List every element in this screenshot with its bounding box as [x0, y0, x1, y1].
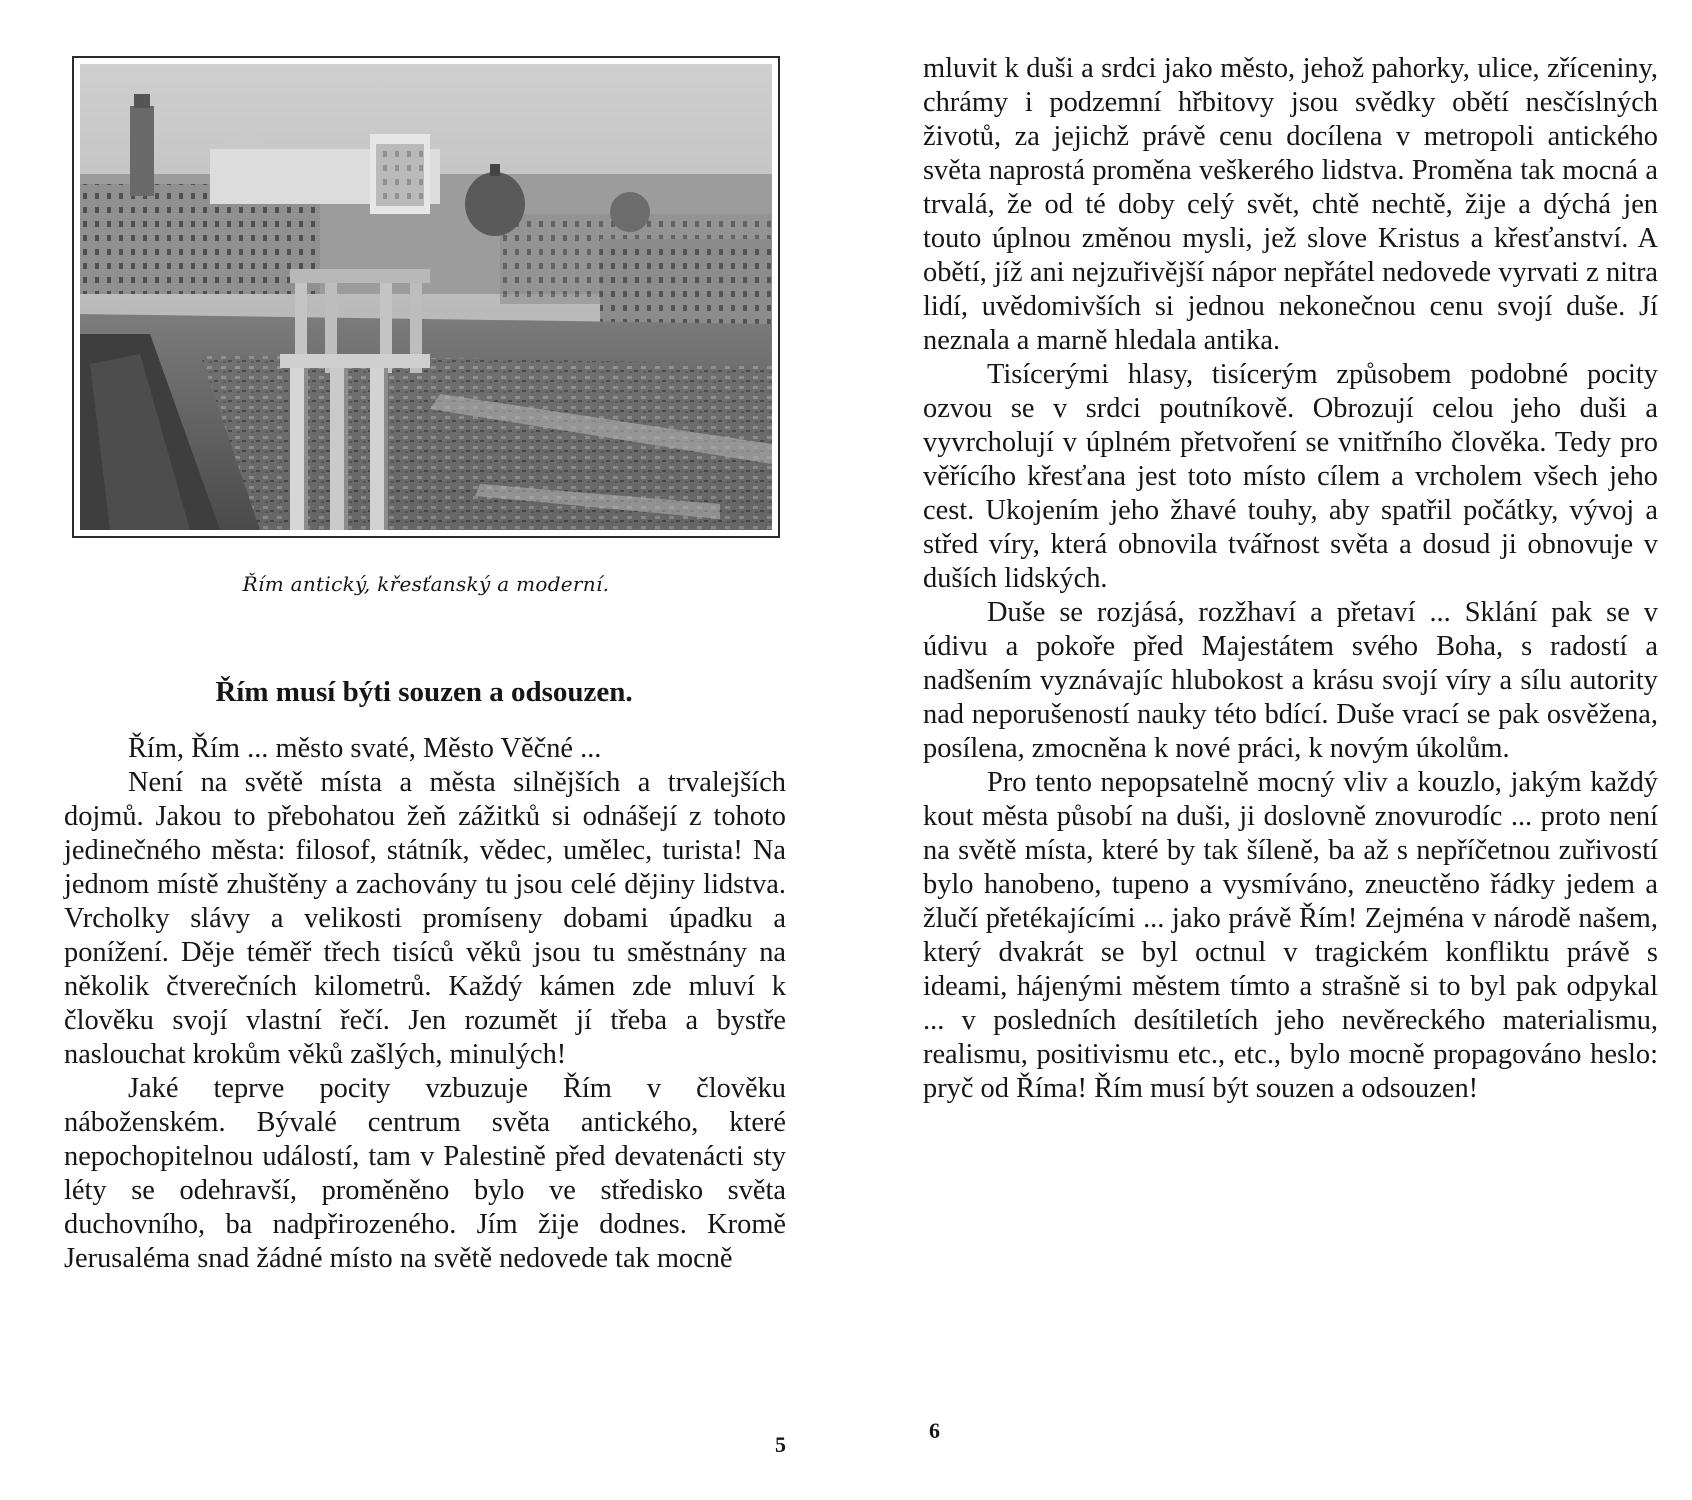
rome-forum-photo [80, 64, 772, 530]
photograph-rome-forum [72, 56, 780, 538]
paragraph: Jaké teprve pocity vzbuzuje Řím v člověku náboženském. Bývalé centrum světa antického, které nepochopitelnou událostí, tam v Palestině před devatenácti sty léty se odehravší, proměněno bylo ve středisko světa duchovního, ba nadpřirozeného. Jím žije dodnes. Kromě Jerusaléma snad žádné místo na světě nedovede tak mocně [64, 1073, 786, 1274]
paragraph: Není na světě místa a města silnějších a trvalejších dojmů. Jakou to přebohatou žeň zážitků si odnášejí z tohoto jedinečného města: filosof, státník, vědec, umělec, turista! Na jednom místě zhuštěny a zachovány tu jsou celé dějiny lidstva. Vrcholky slávy a velikosti promíseny dobami úpadku a ponížení. Děje téměř třech tisíců věků jsou tu směstnány na několik čtverečních kilometrů. Každý kámen zde mluví k člověku svojí vlastní řečí. Jen rozumět jí třeba a bystře naslouchat krokům věků zašlých, minulých! [64, 767, 786, 1070]
page-number: 6 [929, 1418, 940, 1443]
paragraph: Řím, Řím ... město svaté, Město Věčné ... [128, 733, 602, 764]
paragraph: Pro tento nepopsatelně mocný vliv a kouzlo, jakým každý kout města působí na duši, ji doslovně znovurodíc ... proto není na světě místa, které by tak šíleně, ba až s nepříčetnou zuřivostí bylo hanobeno, tupeno a vysmíváno, zneuctěno řádky jedem a žlučí přetékajícími ... jako právě Řím! Zejména v národě našem, který dvakrát se byl octnul v tragickém konfliktu právě s ideami, hájenými městem tímto a strašně si to byl pak odpykal ... v posledních desítiletích jeho nevěreckého materialismu, realismu, positivismu etc., etc., bylo mocně propagováno heslo: pryč od Říma! Řím musí být souzen a odsouzen! [923, 767, 1658, 1104]
left-page-body [64, 732, 786, 1276]
paragraph: Tisícerými hlasy, tisícerým způsobem podobné pocity ozvou se v srdci poutníkově. Obrozují celou jeho duši a vyvrcholují v úplném přetvoření se vnitřního člověka. Tedy pro věřícího křesťana jest toto místo cílem a vrcholem všech jeho cest. Ukojením jeho žhavé touhy, aby spatřil počátky, vývoj a střed víry, která obnovila tvářnost světa a dosud ji obnovuje v duších lidských. [923, 359, 1658, 594]
photo-caption: Řím antický, křesťanský a moderní. [242, 572, 610, 596]
right-page [846, 0, 1692, 1500]
paragraph: Duše se rozjásá, rozžhaví a přetaví ... Sklání pak se v údivu a pokoře před Majestátem svého Boha, s radostí a nadšením vyznávajíc hlubokost a krásu svojí víry a sílu autority nad neporušeností nauky této bdící. Duše vrací se pak osvěžena, posílena, zmocněna k nové práci, k novým úkolům. [923, 597, 1658, 764]
paragraph: mluvit k duši a srdci jako město, jehož pahorky, ulice, zříceniny, chrámy i podzemní hřbitovy jsou svědky obětí nesčíslných životů, za jejichž právě cenu docílena v metropoli antického světa naprostá proměna veškerého lidstva. Proměna tak mocná a trvalá, že od té doby celý svět, chtě nechtě, žije a dýchá jen touto úplnou změnou mysli, jež slove Kristus a křesťanství. A obětí, jíž ani nejzuřivější nápor nepřátel nedovede vyrvati z nitra lidí, uvědomivších si jednou nekonečnou cenu svojí duše. Jí neznala a marně hledala antika. [923, 53, 1658, 356]
right-page-body [923, 52, 1658, 1106]
chapter-heading: Řím musí býti souzen a odsouzen. [215, 676, 633, 708]
page-number: 5 [775, 1432, 786, 1457]
